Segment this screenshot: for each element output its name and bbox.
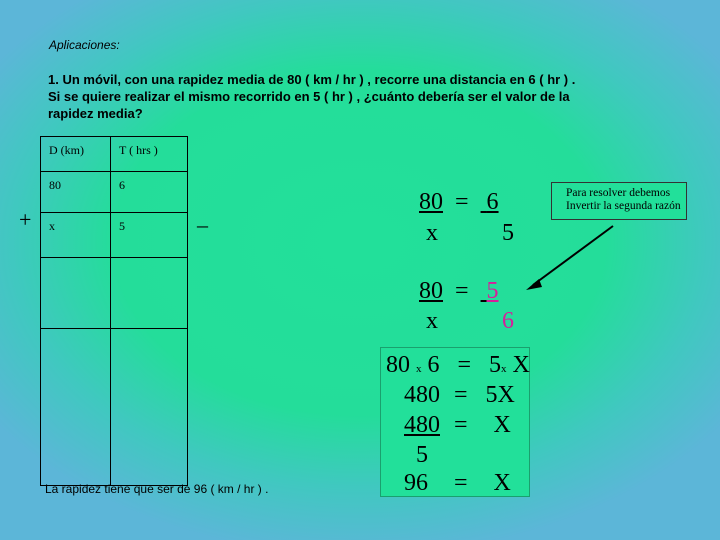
calc-term: 480	[404, 382, 440, 408]
calc-term: 5	[489, 352, 502, 378]
calc-term: 480	[404, 412, 440, 438]
calc-times: x	[416, 363, 422, 375]
cell-time: 5	[111, 213, 188, 258]
problem-line-3: rapidez media?	[48, 106, 143, 121]
proportion-1-right-denominator: 5	[502, 220, 514, 246]
calc-term: 96	[404, 470, 428, 496]
cell-distance: 80	[41, 172, 111, 213]
hint-note-line-2: Invertir la segunda razón	[566, 200, 681, 212]
header-time: T ( hrs )	[111, 137, 188, 172]
calc-term: X	[493, 412, 511, 438]
proportion-2-left-numerator: 80	[419, 278, 443, 304]
calc-equals: =	[454, 470, 468, 496]
calc-term: X	[512, 352, 530, 378]
proportion-2-right-numerator: 5	[486, 278, 499, 304]
calc-term: 6	[427, 352, 440, 378]
proportion-2-equals: =	[455, 278, 469, 304]
conclusion-text: La rapidez tiene que ser de 96 ( km / hr ) .	[45, 482, 269, 496]
direct-proportion-sign: +	[19, 207, 32, 232]
hint-note-line-1: Para resolver debemos	[566, 187, 671, 199]
calc-times: x	[501, 363, 507, 375]
calc-term: 5	[416, 442, 428, 468]
proportion-2-right-denominator: 6	[502, 308, 514, 334]
calc-term: 80	[386, 352, 410, 378]
cell-distance: x	[41, 213, 111, 258]
calc-term: X	[493, 470, 511, 496]
inverse-proportion-sign: –	[197, 212, 208, 237]
calc-term: 5X	[485, 382, 515, 408]
problem-line-1: 1. Un móvil, con una rapidez media de 80 ( km / hr ) , recorre una distancia en 6 ( hr ) .	[48, 72, 576, 87]
slide-heading: Aplicaciones:	[49, 38, 120, 52]
proportion-1-right-numerator: 6	[486, 189, 499, 215]
cell-time: 6	[111, 172, 188, 213]
proportion-1-equals: =	[455, 189, 469, 215]
header-distance: D (km)	[41, 137, 111, 172]
proportion-2-left-denominator: x	[426, 308, 438, 334]
proportion-1-left-numerator: 80	[419, 189, 443, 215]
calc-equals: =	[454, 412, 468, 438]
proportion-1-left-denominator: x	[426, 220, 438, 246]
calc-equals: =	[457, 352, 472, 378]
calc-equals: =	[454, 382, 468, 408]
problem-line-2: Si se quiere realizar el mismo recorrido en 5 ( hr ) , ¿cuánto debería ser el valor de la	[48, 89, 570, 104]
